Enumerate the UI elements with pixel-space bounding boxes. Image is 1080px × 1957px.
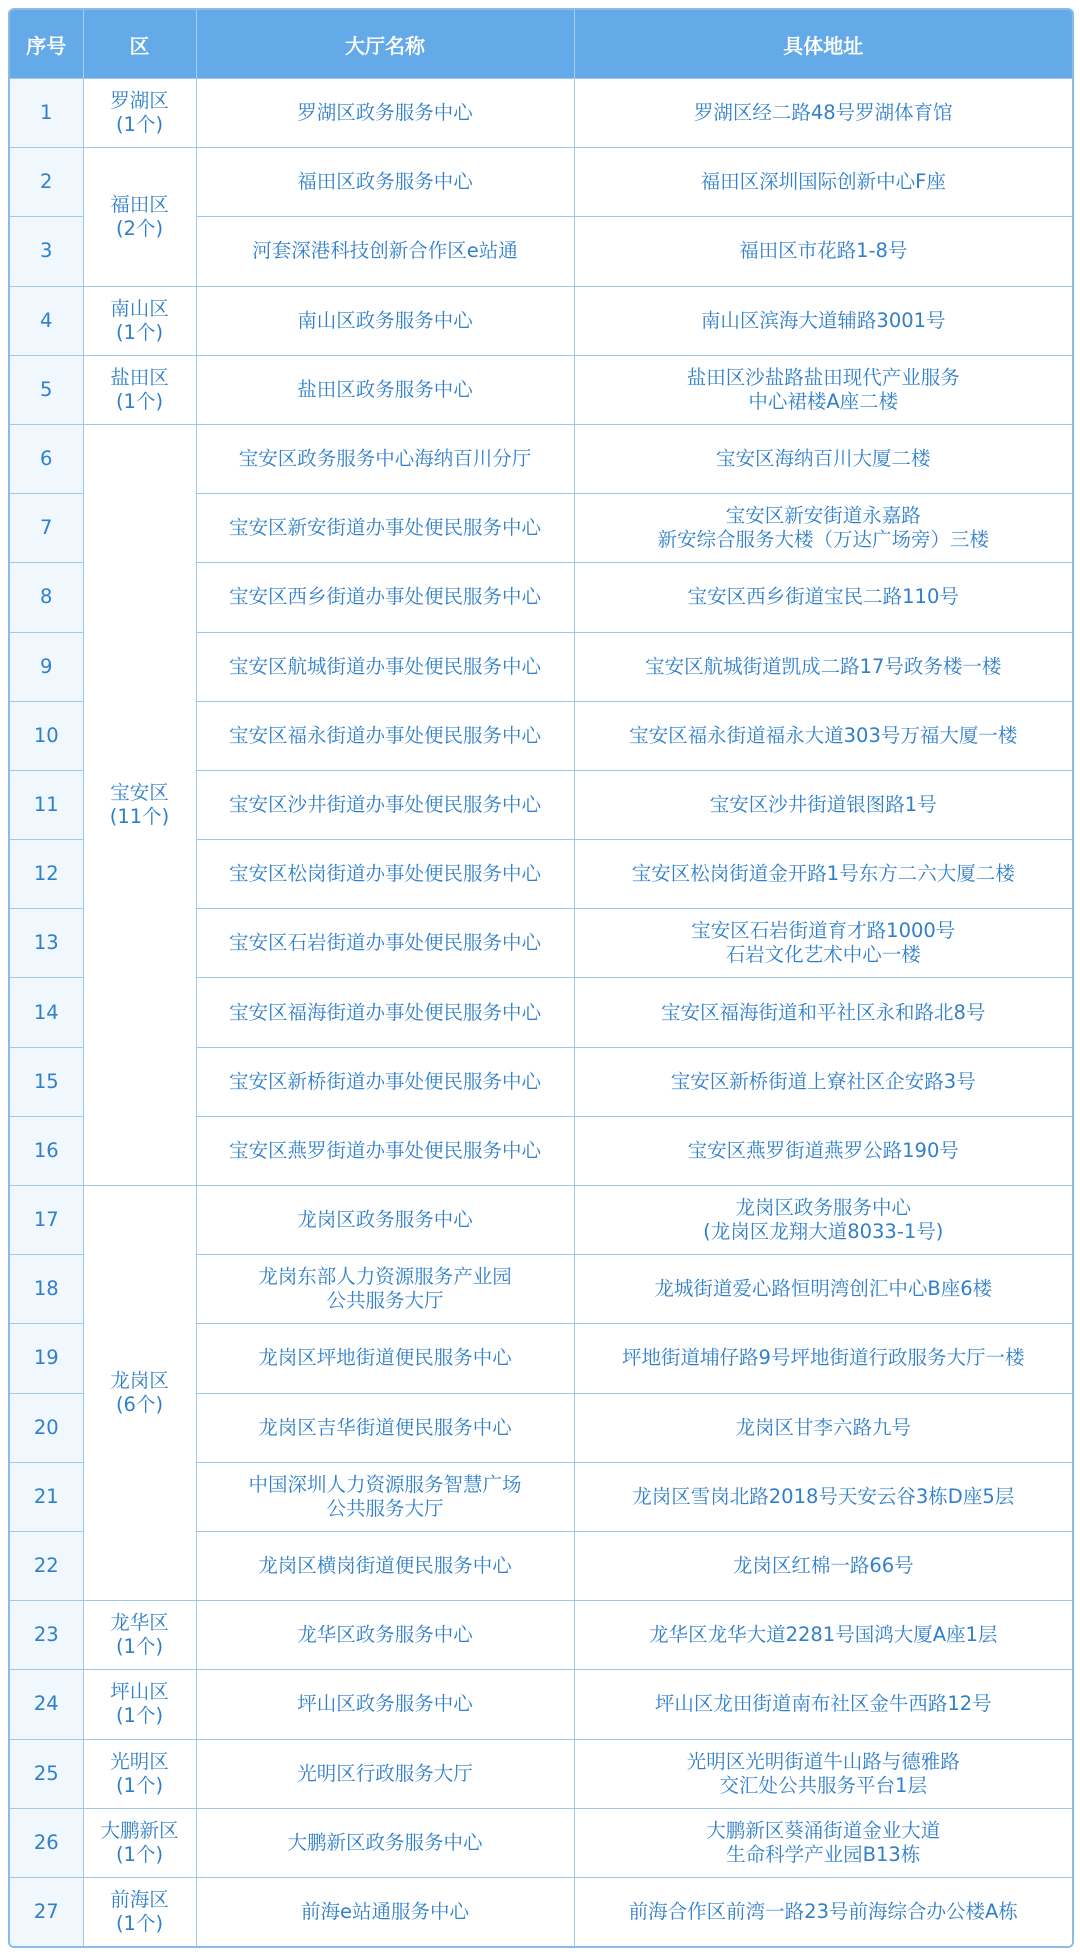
- address-cell: 宝安区西乡街道宝民二路110号: [574, 563, 1072, 632]
- hall-name-cell: 中国深圳人力资源服务智慧广场 公共服务大厅: [196, 1462, 574, 1531]
- address-cell: 龙岗区甘李六路九号: [574, 1393, 1072, 1462]
- serial-number-cell: 19: [10, 1324, 83, 1393]
- address-cell: 前海合作区前湾一路23号前海综合办公楼A栋: [574, 1877, 1072, 1946]
- service-hall-table-container: [8, 8, 1074, 1948]
- address-cell: 坪地街道埔仔路9号坪地街道行政服务大厅一楼: [574, 1324, 1072, 1393]
- address-cell: 龙岗区政务服务中心 (龙岗区龙翔大道8033-1号): [574, 1186, 1072, 1255]
- address-cell: 宝安区沙井街道银图路1号: [574, 770, 1072, 839]
- address-cell: 宝安区燕罗街道燕罗公路190号: [574, 1116, 1072, 1185]
- hall-name-cell: 宝安区福海街道办事处便民服务中心: [196, 978, 574, 1047]
- hall-name-cell: 宝安区石岩街道办事处便民服务中心: [196, 909, 574, 978]
- serial-number-cell: 8: [10, 563, 83, 632]
- hall-name-cell: 坪山区政务服务中心: [196, 1670, 574, 1739]
- table-row: [10, 79, 1072, 148]
- district-cell: 龙华区 (1个): [83, 1601, 196, 1670]
- hall-name-cell: 福田区政务服务中心: [196, 148, 574, 217]
- serial-number-cell: 17: [10, 1186, 83, 1255]
- address-cell: 宝安区航城街道凯成二路17号政务楼一楼: [574, 632, 1072, 701]
- table-row: [10, 1808, 1072, 1877]
- table-row: [10, 1877, 1072, 1946]
- district-cell: 福田区 (2个): [83, 148, 196, 286]
- address-cell: 宝安区新安街道永嘉路 新安综合服务大楼（万达广场旁）三楼: [574, 494, 1072, 563]
- hall-name-cell: 龙华区政务服务中心: [196, 1601, 574, 1670]
- address-cell: 宝安区石岩街道育才路1000号 石岩文化艺术中心一楼: [574, 909, 1072, 978]
- serial-number-cell: 11: [10, 770, 83, 839]
- serial-number-cell: 23: [10, 1601, 83, 1670]
- address-cell: 罗湖区经二路48号罗湖体育馆: [574, 79, 1072, 148]
- district-cell: 宝安区 (11个): [83, 424, 196, 1185]
- address-cell: 盐田区沙盐路盐田现代产业服务 中心裙楼A座二楼: [574, 355, 1072, 424]
- district-cell: 前海区 (1个): [83, 1877, 196, 1946]
- address-cell: 宝安区福海街道和平社区永和路北8号: [574, 978, 1072, 1047]
- table-row: [10, 148, 1072, 217]
- serial-number-cell: 10: [10, 701, 83, 770]
- hall-name-cell: 前海e站通服务中心: [196, 1877, 574, 1946]
- address-cell: 福田区深圳国际创新中心F座: [574, 148, 1072, 217]
- table-row: [10, 1186, 1072, 1255]
- hall-name-cell: 宝安区燕罗街道办事处便民服务中心: [196, 1116, 574, 1185]
- serial-number-cell: 20: [10, 1393, 83, 1462]
- hall-name-cell: 盐田区政务服务中心: [196, 355, 574, 424]
- address-cell: 龙岗区雪岗北路2018号天安云谷3栋D座5层: [574, 1462, 1072, 1531]
- hall-name-cell: 宝安区西乡街道办事处便民服务中心: [196, 563, 574, 632]
- address-cell: 宝安区海纳百川大厦二楼: [574, 424, 1072, 493]
- table-row: [10, 1670, 1072, 1739]
- hall-name-cell: 龙岗东部人力资源服务产业园 公共服务大厅: [196, 1255, 574, 1324]
- serial-number-cell: 21: [10, 1462, 83, 1531]
- hall-name-cell: 宝安区福永街道办事处便民服务中心: [196, 701, 574, 770]
- table-row: [10, 424, 1072, 493]
- serial-number-cell: 4: [10, 286, 83, 355]
- serial-number-cell: 27: [10, 1877, 83, 1946]
- serial-number-cell: 24: [10, 1670, 83, 1739]
- address-cell: 大鹏新区葵涌街道金业大道 生命科学产业园B13栋: [574, 1808, 1072, 1877]
- table-row: [10, 286, 1072, 355]
- address-cell: 宝安区福永街道福永大道303号万福大厦一楼: [574, 701, 1072, 770]
- table-header-row: [10, 10, 1072, 79]
- address-cell: 光明区光明街道牛山路与德雅路 交汇处公共服务平台1层: [574, 1739, 1072, 1808]
- hall-name-cell: 宝安区航城街道办事处便民服务中心: [196, 632, 574, 701]
- address-cell: 龙城街道爱心路恒明湾创汇中心B座6楼: [574, 1255, 1072, 1324]
- hall-name-cell: 宝安区新桥街道办事处便民服务中心: [196, 1047, 574, 1116]
- hall-name-cell: 南山区政务服务中心: [196, 286, 574, 355]
- serial-number-cell: 16: [10, 1116, 83, 1185]
- header-address: 具体地址: [574, 10, 1072, 79]
- address-cell: 宝安区松岗街道金开路1号东方二六大厦二楼: [574, 840, 1072, 909]
- hall-name-cell: 大鹏新区政务服务中心: [196, 1808, 574, 1877]
- serial-number-cell: 12: [10, 840, 83, 909]
- table-body: [10, 79, 1072, 1947]
- hall-name-cell: 河套深港科技创新合作区e站通: [196, 217, 574, 286]
- serial-number-cell: 1: [10, 79, 83, 148]
- serial-number-cell: 26: [10, 1808, 83, 1877]
- address-cell: 南山区滨海大道辅路3001号: [574, 286, 1072, 355]
- district-cell: 龙岗区 (6个): [83, 1186, 196, 1601]
- serial-number-cell: 5: [10, 355, 83, 424]
- hall-name-cell: 龙岗区坪地街道便民服务中心: [196, 1324, 574, 1393]
- header-serial-number: 序号: [10, 10, 83, 79]
- hall-name-cell: 龙岗区横岗街道便民服务中心: [196, 1531, 574, 1600]
- hall-name-cell: 龙岗区吉华街道便民服务中心: [196, 1393, 574, 1462]
- serial-number-cell: 9: [10, 632, 83, 701]
- address-cell: 龙岗区红棉一路66号: [574, 1531, 1072, 1600]
- address-cell: 龙华区龙华大道2281号国鸿大厦A座1层: [574, 1601, 1072, 1670]
- hall-name-cell: 光明区行政服务大厅: [196, 1739, 574, 1808]
- address-cell: 宝安区新桥街道上寮社区企安路3号: [574, 1047, 1072, 1116]
- header-district: 区: [83, 10, 196, 79]
- hall-name-cell: 宝安区政务服务中心海纳百川分厅: [196, 424, 574, 493]
- hall-name-cell: 龙岗区政务服务中心: [196, 1186, 574, 1255]
- serial-number-cell: 3: [10, 217, 83, 286]
- serial-number-cell: 22: [10, 1531, 83, 1600]
- hall-name-cell: 罗湖区政务服务中心: [196, 79, 574, 148]
- district-cell: 光明区 (1个): [83, 1739, 196, 1808]
- header-hall-name: 大厅名称: [196, 10, 574, 79]
- serial-number-cell: 14: [10, 978, 83, 1047]
- serial-number-cell: 7: [10, 494, 83, 563]
- serial-number-cell: 18: [10, 1255, 83, 1324]
- table-row: [10, 1739, 1072, 1808]
- serial-number-cell: 2: [10, 148, 83, 217]
- serial-number-cell: 13: [10, 909, 83, 978]
- address-cell: 坪山区龙田街道南布社区金牛西路12号: [574, 1670, 1072, 1739]
- hall-name-cell: 宝安区松岗街道办事处便民服务中心: [196, 840, 574, 909]
- district-cell: 大鹏新区 (1个): [83, 1808, 196, 1877]
- district-cell: 南山区 (1个): [83, 286, 196, 355]
- hall-name-cell: 宝安区新安街道办事处便民服务中心: [196, 494, 574, 563]
- district-cell: 盐田区 (1个): [83, 355, 196, 424]
- hall-name-cell: 宝安区沙井街道办事处便民服务中心: [196, 770, 574, 839]
- serial-number-cell: 6: [10, 424, 83, 493]
- address-cell: 福田区市花路1-8号: [574, 217, 1072, 286]
- table-row: [10, 1601, 1072, 1670]
- serial-number-cell: 15: [10, 1047, 83, 1116]
- table-row: [10, 355, 1072, 424]
- service-hall-table: [10, 10, 1072, 1946]
- district-cell: 坪山区 (1个): [83, 1670, 196, 1739]
- serial-number-cell: 25: [10, 1739, 83, 1808]
- district-cell: 罗湖区 (1个): [83, 79, 196, 148]
